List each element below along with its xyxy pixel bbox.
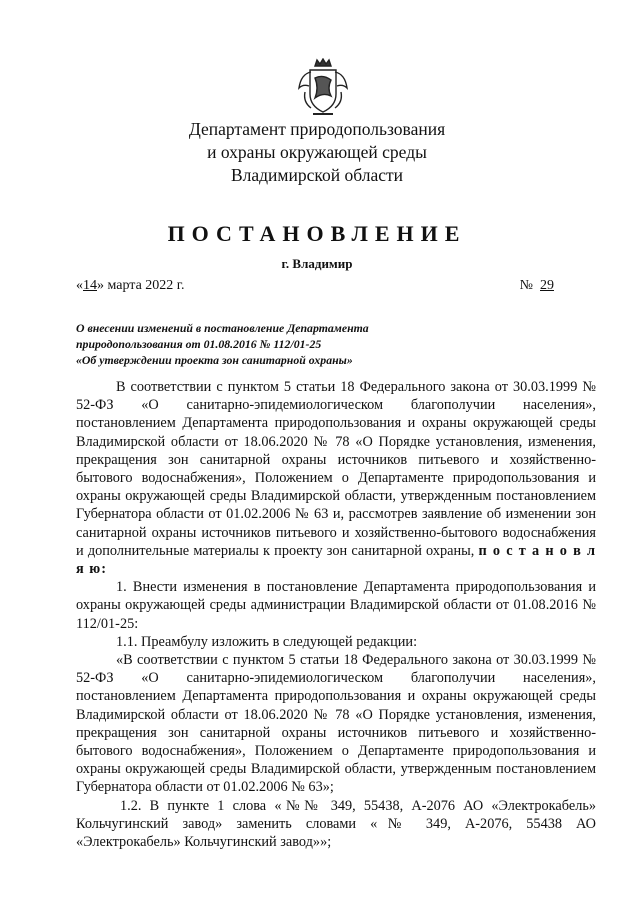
city-label: г. Владимир xyxy=(281,256,353,271)
document-body xyxy=(76,378,596,851)
date-open-quote: « xyxy=(76,278,83,293)
body-paragraph-item-1: 1. Внести изменения в постановление Департамента природопользования и охраны окружающей среды администрации Владимирской области от 01.08.2016 № 112/01-25: xyxy=(76,579,596,632)
body-paragraph-quoted-preamble: «В соответствии с пунктом 5 статьи 18 Федерального закона от 30.03.1999 № 52-ФЗ «О санитарно-эпидемиологическом благополучии населения», постановлением Департамента природопользования и охраны окружающей среды Владимирской области от 18.06.2020 № 78 «О Порядке установления, изменения, прекращения зон санитарной охраны источников питьевого и хозяйственно-бытового водоснабжения», Положением о Департаменте природопользования и охраны окружающей среды Владимирской области, утвержденным постановлением Губернатора области от 01.02.2006 № 63»; xyxy=(76,652,596,796)
subject-line-1: О внесении изменений в постановление Департамента xyxy=(76,321,369,335)
document-subject xyxy=(76,320,456,368)
body-paragraph-item-1-1: 1.1. Преамбулу изложить в следующей редакции: xyxy=(116,633,418,650)
document-date xyxy=(76,278,184,294)
number-value: 29 xyxy=(540,278,554,293)
document-type-title: ПОСТАНОВЛЕНИЕ xyxy=(167,221,467,246)
body-paragraph-item-1-2: 1.2. В пункте 1 слова «№№ 349, 55438, А-2076 АО «Электрокабель» Кольчугинский завод» заменить словами «№ 349, А-2076, 55438 АО «Электрокабель» Кольчугинский завод»»; xyxy=(76,797,596,851)
body-paragraph-preamble xyxy=(76,378,596,578)
document-number xyxy=(520,278,554,294)
resolve-word: п о с т а н о в л я ю: xyxy=(76,542,596,578)
subject-line-3: «Об утверждении проекта зон санитарной охраны» xyxy=(76,353,353,367)
department-line-1: Департамент природопользования xyxy=(188,119,446,139)
coat-of-arms-emblem xyxy=(297,58,349,118)
department-line-2: и охраны окружающей среды xyxy=(207,142,427,162)
number-prefix: № xyxy=(519,278,533,293)
preamble-text: В соответствии с пунктом 5 статьи 18 Федерального закона от 30.03.1999 № 52-ФЗ «О санитарно-эпидемиологическом благополучии населения», постановлением Департамента природопользования и охраны окружающей среды Владимирской области от 18.06.2020 № 78 «О Порядке установления, изменения, прекращения зон санитарной охраны источников питьевого и хозяйственно-бытового водоснабжения», Положением о Департаменте природопользования и охраны окружающей среды Владимирской области, утвержденным постановлением Губернатора области от 01.02.2006 № 63 и, рассмотрев заявление об изменении зон санитарной охраны источников питьевого и хозяйственно-бытового водоснабжения и дополнительные материалы к проекту зон санитарной охраны, xyxy=(76,379,596,559)
date-number-line xyxy=(76,278,554,298)
date-month-year: » марта 2022 г. xyxy=(97,278,185,293)
department-name xyxy=(0,118,634,187)
subject-line-2: природопользования от 01.08.2016 № 112/01-25 xyxy=(76,337,322,351)
date-day: 14 xyxy=(83,278,97,293)
department-line-3: Владимирской области xyxy=(230,165,403,185)
